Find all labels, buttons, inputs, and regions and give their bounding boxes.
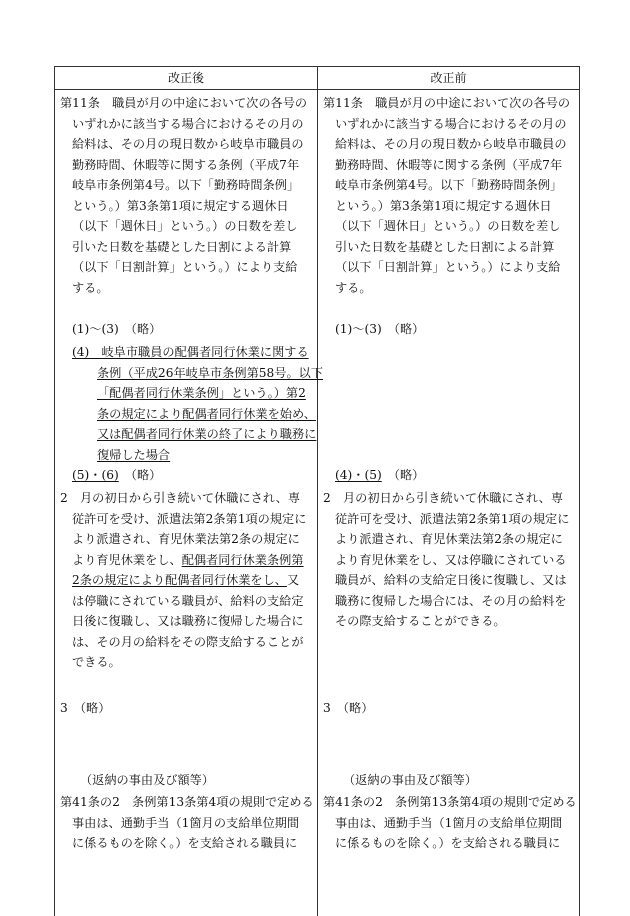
item-numbers: (5)・(6) bbox=[72, 468, 119, 482]
text-line: に係るものを除く。）を支給される職員に bbox=[335, 836, 561, 850]
text-line: 「配偶者同行休業条例」という。）第2 bbox=[97, 386, 306, 400]
heading-41-before: （返納の事由及び額等） bbox=[343, 773, 478, 787]
text-line: 第11条 職員が月の中途において次の各号の bbox=[323, 96, 571, 110]
text-span: 又 bbox=[286, 573, 300, 587]
paragraph-3-before: 3 （略） bbox=[323, 701, 374, 715]
amended-text: 配偶者同行休業条例第 bbox=[181, 552, 304, 567]
text-line: に係るものを除く。）を支給される職員に bbox=[72, 836, 298, 850]
text-line: いずれかに該当する場合におけるその月の bbox=[72, 116, 304, 131]
text-line: より育児休業をし、又は停職にされている bbox=[335, 552, 567, 567]
text-line: （以下「週休日」という。）の日数を差し bbox=[72, 219, 298, 233]
item-4-after-new bbox=[72, 342, 323, 465]
text-line: 職員が、給料の支給定日後に復職し、又は bbox=[335, 573, 567, 587]
paragraph-2-before bbox=[323, 488, 569, 632]
text-line: できる。 bbox=[72, 655, 121, 669]
text-line: 職務に復帰した場合には、その月の給料を bbox=[335, 593, 567, 608]
text-line: 事由は、通勤手当（1箇月の支給単位期間 bbox=[72, 815, 300, 830]
text-line: 復帰した場合 bbox=[97, 447, 171, 462]
item-numbers: (4)・(5) bbox=[335, 468, 382, 482]
text-line: 岐阜市条例第4号。以下「勤務時間条例」 bbox=[335, 178, 563, 192]
text-line: より派遣され、育児休業法第2条の規定に bbox=[335, 532, 563, 546]
paragraph-2-after bbox=[60, 488, 306, 673]
text-line: 条の規定により配偶者同行休業を始め、 bbox=[97, 406, 316, 421]
text-line: は、その月の給料をその際支給することが bbox=[72, 634, 304, 649]
amended-text: 2条の規定により配偶者同行休業をし、 bbox=[72, 573, 287, 587]
header-before-revision: 改正前 bbox=[430, 71, 467, 85]
text-line: 岐阜市条例第4号。以下「勤務時間条例」 bbox=[72, 178, 300, 192]
text-line: （以下「日割計算」という。）により支給 bbox=[335, 260, 561, 274]
text-line: 第41条の2 条例第13条第4項の規則で定める bbox=[323, 795, 577, 809]
items-4-5-before bbox=[335, 465, 424, 486]
text-line: 第11条 職員が月の中途において次の各号の bbox=[60, 96, 308, 110]
text-line: 勤務時間、休暇等に関する条例（平成7年 bbox=[335, 157, 563, 172]
text-line: 引いた日数を基礎とした日割による計算 bbox=[335, 239, 555, 254]
omitted-note: （略） bbox=[381, 468, 425, 482]
omitted-note: （略） bbox=[118, 468, 162, 482]
text-line: （以下「日割計算」という。）により支給 bbox=[72, 260, 298, 274]
text-line: 又は配偶者同行休業の終了により職務に bbox=[97, 427, 317, 441]
paragraph-3-after: 3 （略） bbox=[60, 701, 111, 715]
text-line: する。 bbox=[72, 280, 109, 295]
text-line: 2 月の初日から引き続いて休職にされ、専 bbox=[60, 491, 301, 505]
text-line: （以下「週休日」という。）の日数を差し bbox=[335, 219, 561, 233]
text-span: より育児休業をし、 bbox=[72, 552, 182, 567]
header-after-revision: 改正後 bbox=[167, 71, 204, 85]
article-41-2-after bbox=[60, 792, 314, 854]
text-line: する。 bbox=[335, 280, 372, 295]
article-11-after bbox=[60, 93, 307, 298]
items-1-3-before: (1)～(3) （略） bbox=[335, 322, 425, 336]
text-line: 2 月の初日から引き続いて休職にされ、専 bbox=[323, 491, 564, 505]
column-divider bbox=[317, 67, 318, 916]
text-line: 勤務時間、休暇等に関する条例（平成7年 bbox=[72, 157, 300, 172]
text-line: という。）第3条第1項に規定する週休日 bbox=[72, 198, 289, 213]
article-41-2-before bbox=[323, 792, 577, 854]
text-line: 事由は、通勤手当（1箇月の支給単位期間 bbox=[335, 815, 563, 830]
text-line: より派遣され、育児休業法第2条の規定に bbox=[72, 532, 300, 546]
text-line: (4) 岐阜市職員の配偶者同行休業に関する bbox=[72, 345, 309, 359]
text-line: 引いた日数を基礎とした日割による計算 bbox=[72, 239, 292, 254]
text-line: という。）第3条第1項に規定する週休日 bbox=[335, 198, 552, 213]
text-line: 従許可を受け、派遣法第2条第1項の規定に bbox=[335, 511, 570, 526]
text-line: 条例（平成26年岐阜市条例第58号。以下 bbox=[97, 365, 324, 380]
comparison-table bbox=[54, 66, 580, 916]
text-line: は停職にされている職員が、給料の支給定 bbox=[72, 593, 304, 608]
items-5-6-after bbox=[72, 465, 161, 486]
text-line: 日後に復職し、又は職務に復帰した場合に bbox=[72, 614, 304, 628]
text-line: 給料は、その月の現日数から岐阜市職員の bbox=[72, 137, 304, 151]
text-line: 従許可を受け、派遣法第2条第1項の規定に bbox=[72, 511, 307, 526]
text-line: いずれかに該当する場合におけるその月の bbox=[335, 116, 567, 131]
items-1-3-after: (1)～(3) （略） bbox=[72, 322, 162, 336]
article-11-before bbox=[323, 93, 570, 298]
text-line: 第41条の2 条例第13条第4項の規則で定める bbox=[60, 795, 314, 809]
text-line: 給料は、その月の現日数から岐阜市職員の bbox=[335, 137, 567, 151]
heading-41-after: （返納の事由及び額等） bbox=[80, 773, 215, 787]
text-line: その際支給することができる。 bbox=[335, 614, 506, 628]
